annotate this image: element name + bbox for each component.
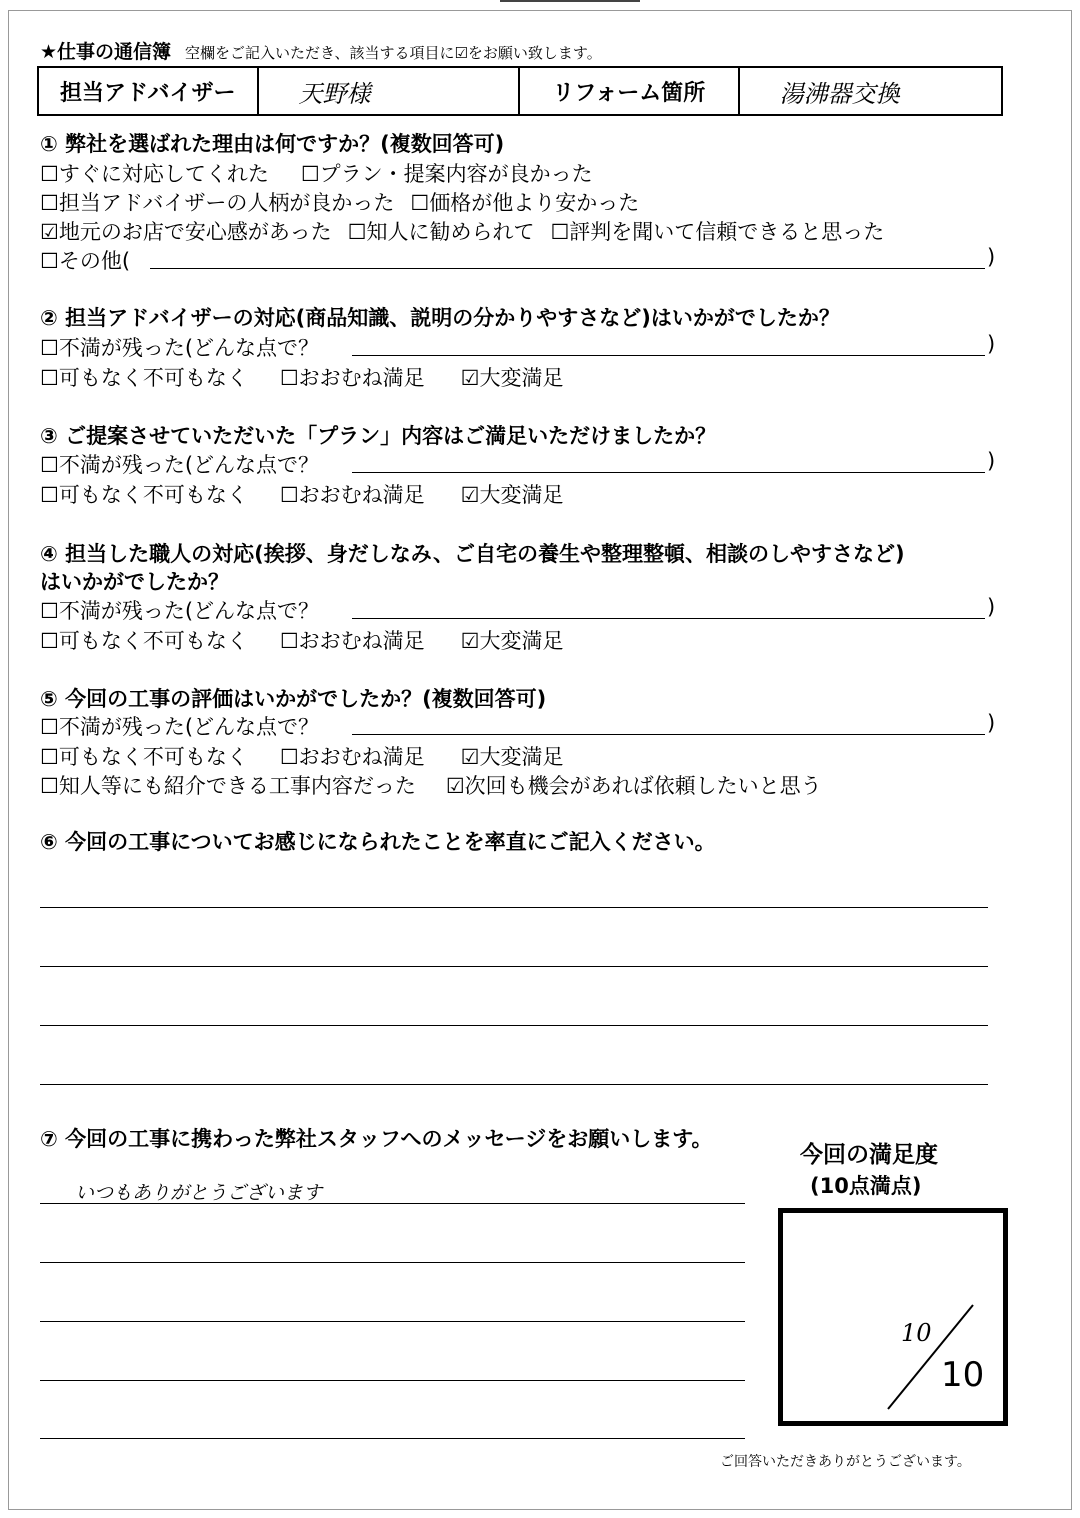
q3-question: ③ ご提案させていただいた「プラン」内容はご満足いただけましたか？ (40, 424, 717, 448)
q1-question: ① 弊社を選ばれた理由は何ですか？(複数回答可) (40, 132, 505, 156)
q4-answer-line[interactable] (352, 618, 985, 619)
q7-answer-line-5[interactable] (40, 1438, 745, 1439)
q1-option-quick[interactable]: ☐すぐに対応してくれた (40, 162, 269, 186)
q5-option-recommend[interactable]: ☐知人等にも紹介できる工事内容だった (40, 774, 416, 798)
q7-answer-line-3[interactable] (40, 1321, 745, 1322)
score-value[interactable]: 10 (901, 1319, 932, 1347)
q4-question: ④ 担当した職人の対応(挨拶、身だしなみ、ご自宅の養生や整理整頓、相談のしやすさなど) (40, 542, 905, 566)
q5-dissatisfied[interactable]: ☐不満が残った(どんな点で？ (40, 715, 320, 739)
q5-question: ⑤ 今回の工事の評価はいかがでしたか？(複数回答可) (40, 687, 547, 711)
q1-row3 (40, 216, 884, 246)
q1-option-advisor[interactable]: ☐担当アドバイザーの人柄が良かった (40, 191, 395, 215)
q4-options (40, 625, 563, 655)
score-subtitle: (10点満点) (810, 1174, 922, 1198)
q4-close-paren: ) (987, 595, 996, 619)
q1-option-acquaintance[interactable]: ☐知人に勧められて (347, 220, 535, 244)
q6-question: ⑥ 今回の工事についてお感じになられたことを率直にご記入ください。 (40, 830, 716, 854)
location-label: リフォーム箇所 (519, 67, 739, 115)
info-table (37, 66, 1003, 116)
form-header (40, 37, 602, 64)
q5-close-paren: ) (987, 711, 996, 735)
q3-option-neutral[interactable]: ☐可もなく不可もなく (40, 483, 248, 507)
q5-option-mostly[interactable]: ☐おおむね満足 (279, 745, 425, 769)
q2-question: ② 担当アドバイザーの対応(商品知識、説明の分かりやすさなど)はいかがでしたか？ (40, 306, 840, 330)
q1-close-paren: ) (987, 245, 996, 269)
form-instruction: 空欄をご記入いただき、該当する項目に☑をお願い致します。 (185, 44, 602, 62)
q1-row2 (40, 187, 639, 217)
q1-row1 (40, 158, 593, 188)
q1-option-price[interactable]: ☐価格が他より安かった (410, 191, 640, 215)
q4-option-mostly[interactable]: ☐おおむね満足 (279, 629, 425, 653)
q3-answer-line[interactable] (352, 472, 985, 473)
q7-answer-text[interactable]: いつもありがとうございます (75, 1182, 323, 1204)
q7-answer-line-2[interactable] (40, 1262, 745, 1263)
q1-option-plan[interactable]: ☐プラン・提案内容が良かった (300, 162, 593, 186)
q1-option-reputation[interactable]: ☐評判を聞いて信頼できると思った (550, 220, 885, 244)
q3-option-mostly[interactable]: ☐おおむね満足 (279, 483, 425, 507)
q4-option-neutral[interactable]: ☐可もなく不可もなく (40, 629, 248, 653)
q5-option-neutral[interactable]: ☐可もなく不可もなく (40, 745, 248, 769)
advisor-field[interactable]: 天野様 (258, 67, 520, 115)
q3-dissatisfied[interactable]: ☐不満が残った(どんな点で？ (40, 453, 320, 477)
top-edge-mark (500, 0, 640, 2)
q6-answer-line-3[interactable] (40, 1025, 988, 1026)
form-title: ★仕事の通信簿 (40, 41, 172, 63)
q1-option-local[interactable]: ☑地元のお店で安心感があった (40, 220, 332, 244)
q5-option-again[interactable]: ☑次回も機会があれば依頼したいと思う (445, 774, 822, 798)
location-field[interactable]: 湯沸器交換 (739, 67, 1002, 115)
q2-answer-line[interactable] (352, 355, 985, 356)
q7-answer-line-4[interactable] (40, 1380, 745, 1381)
q3-close-paren: ) (987, 449, 996, 473)
q6-answer-line-4[interactable] (40, 1084, 988, 1085)
score-max: 10 (941, 1355, 985, 1395)
q2-option-neutral[interactable]: ☐可もなく不可もなく (40, 366, 248, 390)
q6-answer-line-2[interactable] (40, 966, 988, 967)
q2-close-paren: ) (987, 332, 996, 356)
q3-options (40, 479, 563, 509)
advisor-label: 担当アドバイザー (38, 67, 258, 115)
score-box[interactable] (778, 1208, 1008, 1426)
q7-answer-line-1[interactable] (40, 1203, 745, 1204)
q4-option-very[interactable]: ☑大変満足 (460, 629, 564, 653)
thanks-text: ご回答いただきありがとうございます。 (720, 1454, 971, 1470)
q7-question: ⑦ 今回の工事に携わった弊社スタッフへのメッセージをお願いします。 (40, 1127, 713, 1151)
q2-dissatisfied[interactable]: ☐不満が残った(どんな点で？ (40, 336, 320, 360)
q2-option-very[interactable]: ☑大変満足 (460, 366, 564, 390)
score-title: 今回の満足度 (800, 1142, 938, 1168)
q5-options (40, 741, 563, 771)
q5-row4 (40, 770, 822, 800)
q3-option-very[interactable]: ☑大変満足 (460, 483, 564, 507)
q5-answer-line[interactable] (352, 734, 985, 735)
q2-option-mostly[interactable]: ☐おおむね満足 (279, 366, 425, 390)
q5-option-very[interactable]: ☑大変満足 (460, 745, 564, 769)
q4-dissatisfied[interactable]: ☐不満が残った(どんな点で？ (40, 599, 320, 623)
q2-options (40, 362, 563, 392)
q1-other[interactable]: ☐その他( (40, 249, 131, 273)
q6-answer-line-1[interactable] (40, 907, 988, 908)
q1-other-line[interactable] (150, 268, 985, 269)
q4-question-cont: はいかがでしたか？ (40, 570, 229, 594)
